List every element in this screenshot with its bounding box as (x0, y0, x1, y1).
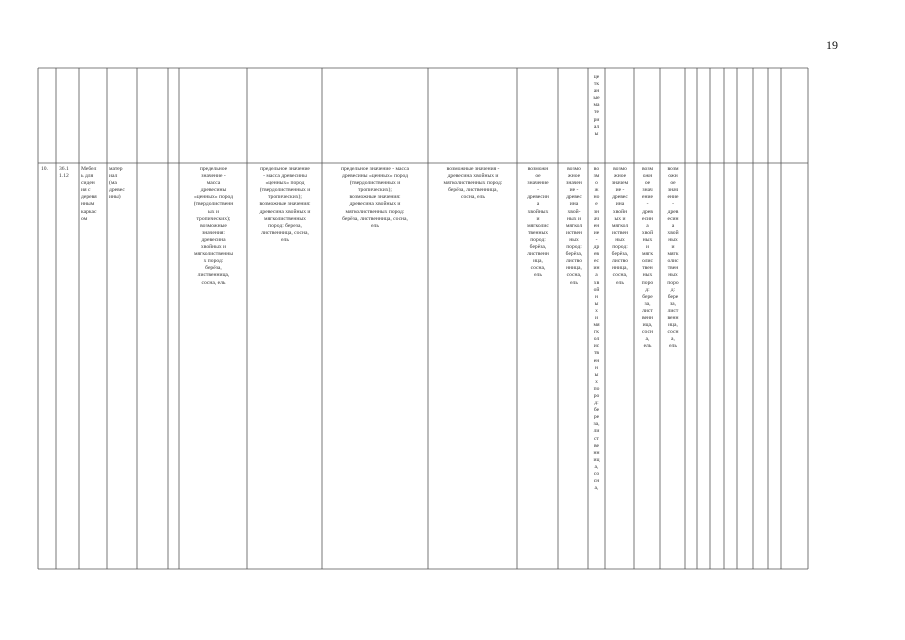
row-cell-c7: предельное значение - масса древесины «ценных» пород (твердолиственн ых и тропических); возможные значения: древесина хвойных и мягколиственны х пород: берёза, лиственница, сосна, ель (193, 166, 234, 286)
row-cell-c13: во зм о ж но е зн ач ен ие - др ев ес ин а хв ой н ы х и мя гк ол ис тв ен н ы х по ро д: бе ре за, ли ст ве нн иц а, со сн а, (593, 166, 600, 492)
row-cell-c16: возм ожн ое знач ение - древ есин а хвой ных и мягк олис твен ных поро д: бере за, лист венн ица, сосн а, ель (667, 166, 679, 350)
page-number: 19 (826, 38, 838, 52)
row-cell-c15: возм ожн ое знач ение - древ есин а хвой ных и мягк олис твен ных поро д: бере за, лист венн ица, сосн а, ель (641, 166, 654, 350)
row-cell-c10: возможные значения - древесина хвойных и мягколиственных пород: берёза, лиственница, сосна, ель (443, 166, 503, 201)
row-name: Мебел ь для сиден ия с деревя нным каркас ом (81, 166, 97, 222)
row-cell-c14: возмо жное значем ие - древес ина хвойн ых и мягкол иствен ных пород: берёза, листво нница, сосна, ель (611, 166, 629, 286)
row-cell-c11: возможн ое значение - древесин а хвойных и мягколис твенных пород: берёза, лиственн ица, сосна, ель (527, 166, 549, 279)
row-cell-c12: возмо жное значен ие - древес ина хвой- ных и мягкол иствен ных пород: берёза, листво нница, сосна, ель (565, 166, 583, 286)
row-code: 36.1 1.12 (59, 166, 69, 180)
row-cell-c9: предельное значение - масса древесины «ценных» пород (твердолиственных и тропических); возможные значения: древесина хвойных и мягколиственных пород: берёза, лиственница, сосна, ель (341, 166, 409, 229)
row-cell-c8: предельное значение - масса древесины «ценных» пород (твердолиственных и тропических); возможные значения: древесина хвойных и мягколиственных пород: береза, лиственница, сосна, ель (259, 166, 311, 243)
row-number: 10. (41, 166, 48, 172)
row-material: матер иал (ма древес ины) (109, 166, 125, 201)
header-cell-col20: це тк ан ые ма те ри ал ы (593, 74, 600, 137)
